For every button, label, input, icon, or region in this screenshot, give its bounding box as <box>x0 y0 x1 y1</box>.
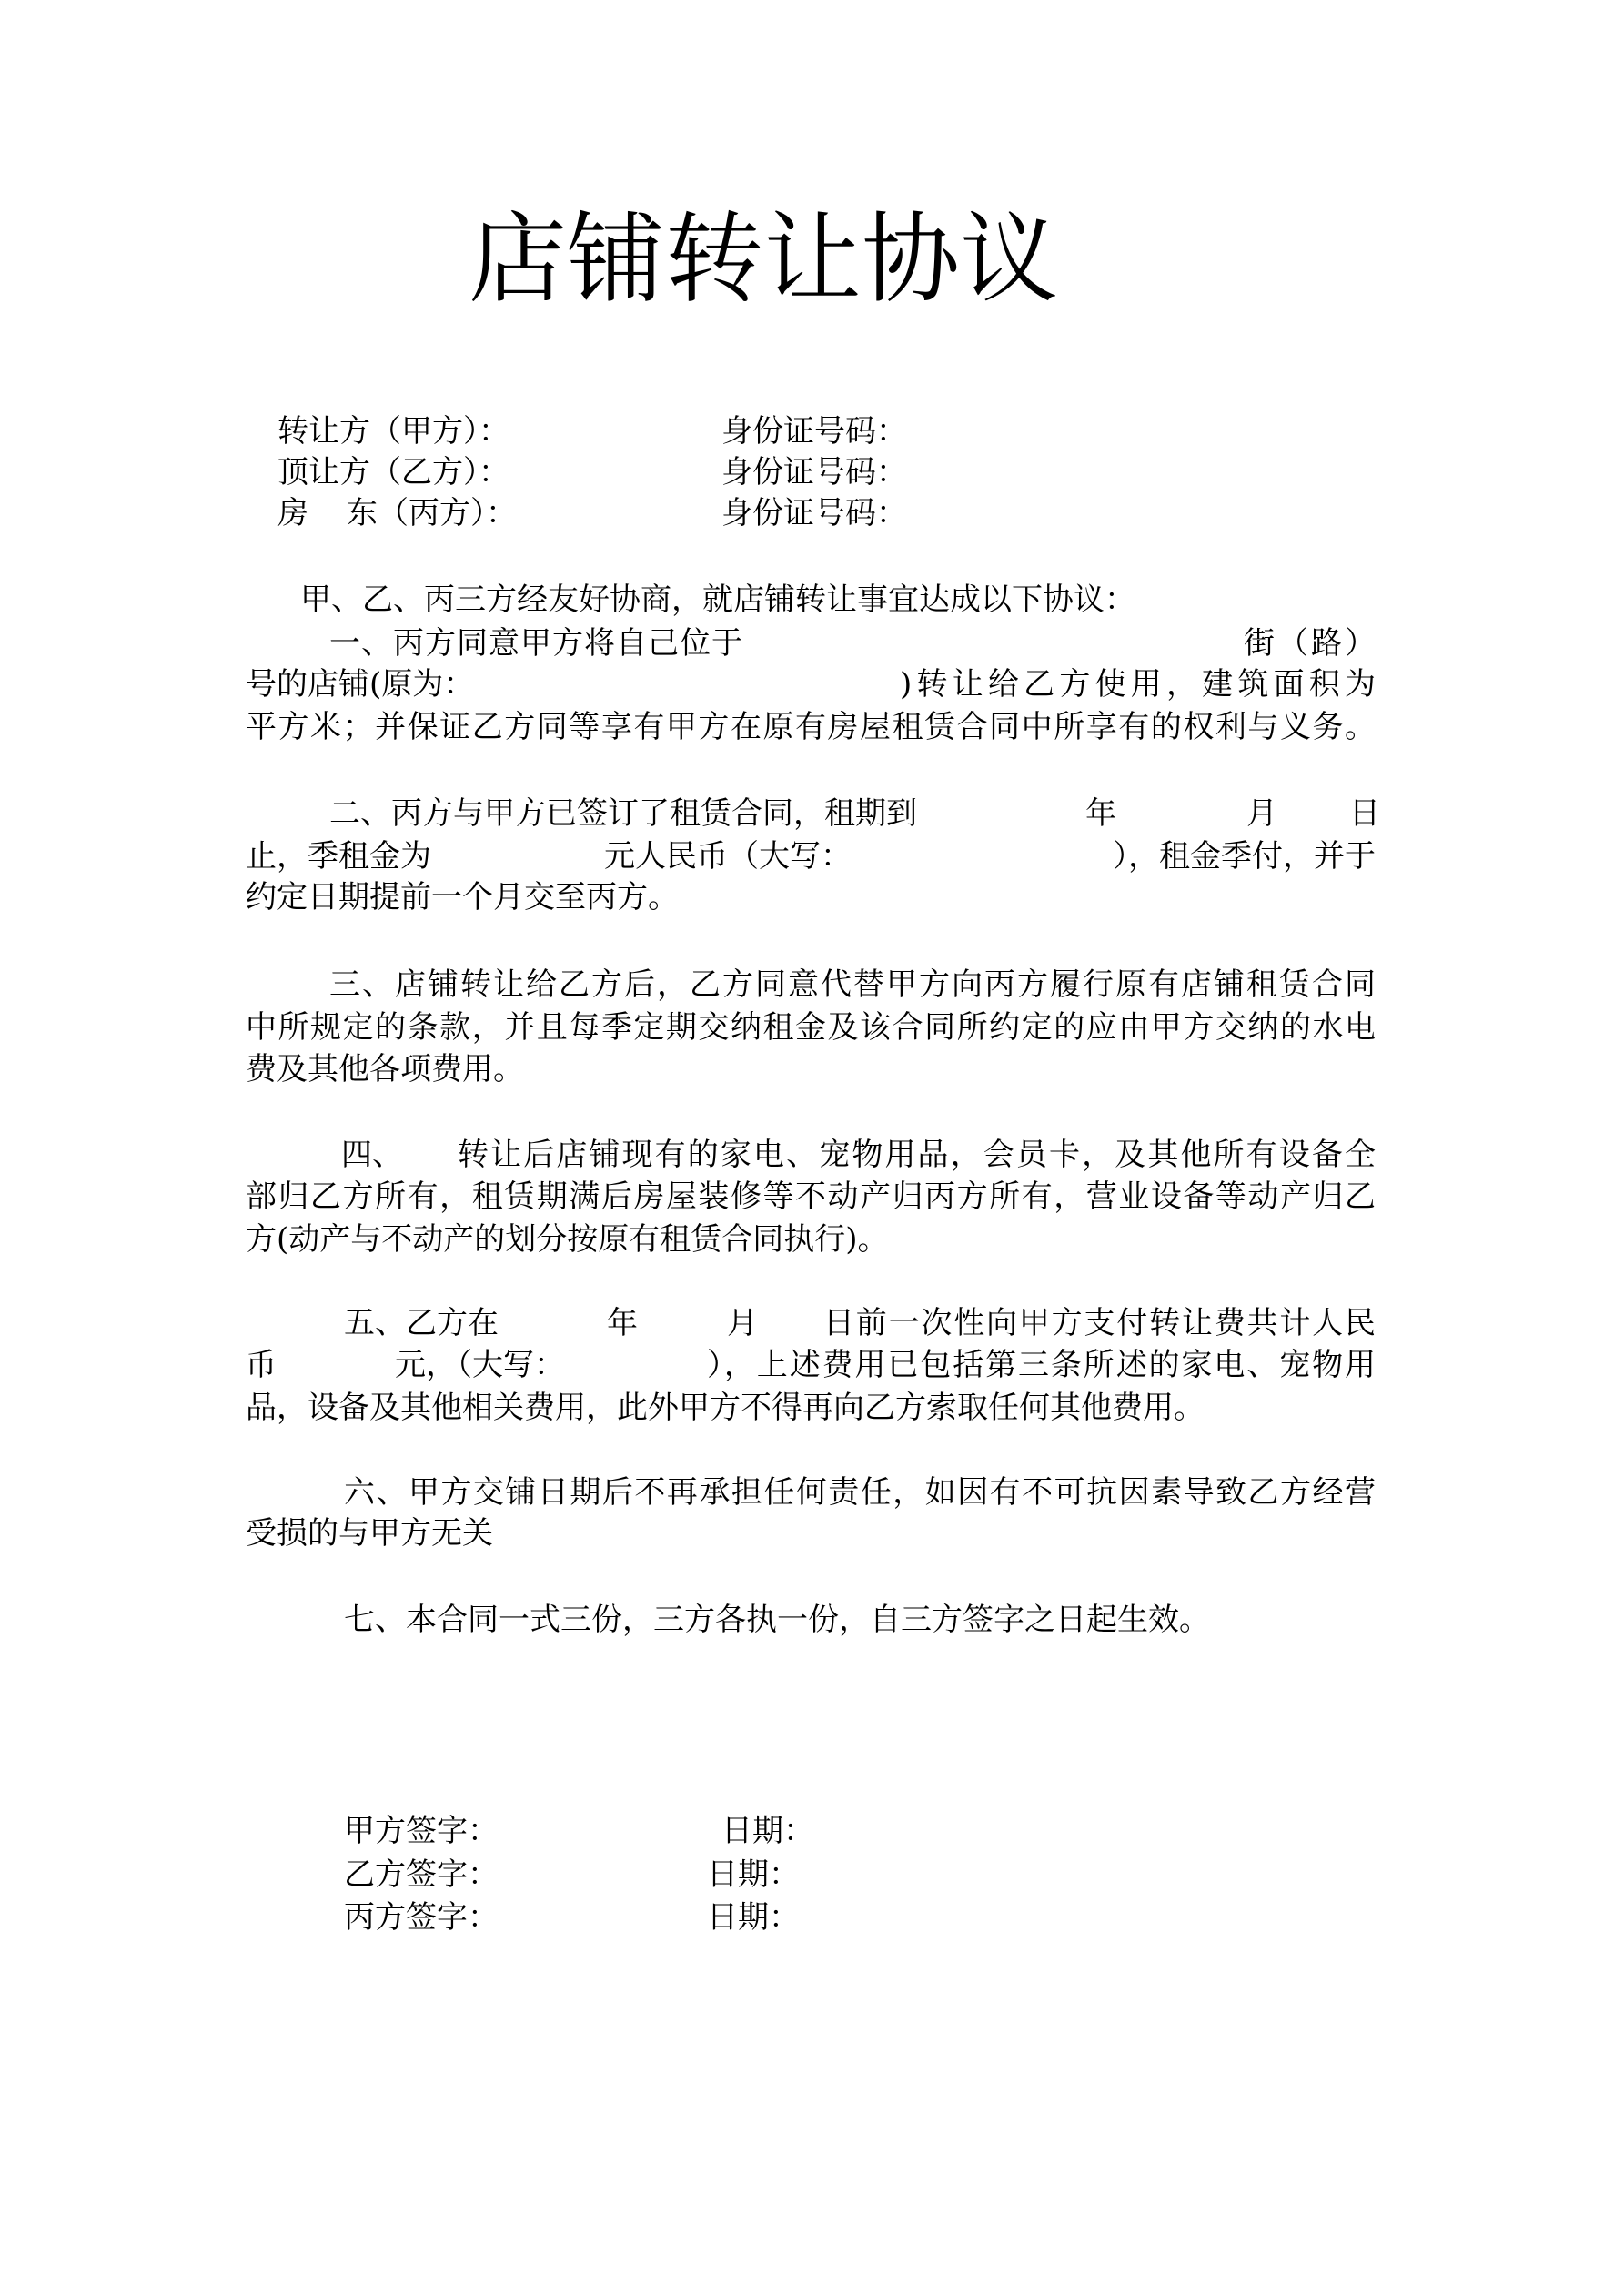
clause-2-line-2-rmb: 元人民币（大写： <box>604 838 852 875</box>
clause-5-line-1-tail: 日前一次性向甲方支付转让费共计人民 <box>823 1305 1376 1341</box>
clause-2-line-1-text: 二、丙方与甲方已签订了租赁合同，租期到 <box>329 795 917 832</box>
clause-2-line-2-text: 止，季租金为 <box>246 838 431 875</box>
clause-5-line-1-text: 五、乙方在 <box>344 1305 499 1341</box>
clause-2-line-3: 约定日期提前一个月交至丙方。 <box>246 879 679 915</box>
clause-5-line-3: 品，设备及其他相关费用，此外甲方不得再向乙方索取任何其他费用。 <box>246 1390 1205 1426</box>
clause-5-line-2-tail: ），上述费用已包括第三条所述的家电、宠物用 <box>707 1347 1376 1383</box>
clause-6-line-2: 受损的与甲方无关 <box>246 1515 493 1552</box>
signature-party-c-date-label: 日期： <box>707 1899 800 1936</box>
clause-5-year-label: 年 <box>607 1305 638 1341</box>
document-title: 店铺转让协议 <box>469 203 1059 317</box>
signature-party-c-label: 丙方签字： <box>344 1899 499 1936</box>
party-c-id-label: 身份证号码： <box>721 495 907 531</box>
party-b-id-label: 身份证号码： <box>721 454 907 491</box>
signature-party-a-date-label: 日期： <box>721 1813 814 1849</box>
clause-1-line-1-street: 街（路） <box>1244 625 1376 662</box>
clause-4-line-3: 方(动产与不动产的划分按原有租赁合同执行)。 <box>246 1221 889 1258</box>
intro-paragraph: 甲、乙、丙三方经友好协商，就店铺转让事宜达成以下协议： <box>300 582 1135 618</box>
clause-5-line-2-currency: 币 <box>246 1347 277 1383</box>
clause-1-line-2-text: 号的店铺(原为： <box>246 666 475 703</box>
clause-4-line-1: 转让后店铺现有的家电、宠物用品，会员卡，及其他所有设备全 <box>458 1137 1376 1173</box>
clause-1-line-2-tail: )转让给乙方使用，建筑面积为 <box>900 666 1376 703</box>
clause-6-line-1: 六、甲方交铺日期后不再承担任何责任，如因有不可抗因素导致乙方经营 <box>344 1474 1376 1511</box>
party-c-label-first: 房 <box>277 495 308 531</box>
party-a-label: 转让方（甲方）： <box>277 413 509 450</box>
clause-4-number: 四、 <box>341 1137 403 1173</box>
clause-2-month-label: 月 <box>1246 795 1277 832</box>
clause-3-line-2: 中所规定的条款，并且每季定期交纳租金及该合同所约定的应由甲方交纳的水电 <box>246 1009 1376 1046</box>
clause-1-line-1-text: 一、丙方同意甲方将自己位于 <box>329 625 743 662</box>
clause-4-line-2: 部归乙方所有，租赁期满后房屋装修等不动产归丙方所有，营业设备等动产归乙 <box>246 1178 1376 1215</box>
clause-1-line-3: 平方米；并保证乙方同等享有甲方在原有房屋租赁合同中所享有的权利与义务。 <box>246 709 1376 745</box>
clause-5-line-2-yuan: 元，（大写： <box>395 1347 565 1383</box>
clause-2-day-label: 日 <box>1349 795 1380 832</box>
clause-2-year-label: 年 <box>1085 795 1116 832</box>
signature-party-b-label: 乙方签字： <box>344 1856 499 1893</box>
clause-5-month-label: 月 <box>727 1305 758 1341</box>
party-c-label-rest: 东（丙方）： <box>347 495 517 531</box>
clause-3-line-3: 费及其他各项费用。 <box>246 1051 524 1087</box>
signature-party-a-label: 甲方签字： <box>344 1813 499 1849</box>
party-b-label: 顶让方（乙方）： <box>277 454 509 491</box>
party-a-id-label: 身份证号码： <box>721 413 907 450</box>
clause-2-line-2-tail: ），租金季付，并于 <box>1113 838 1376 875</box>
clause-3-line-1: 三、店铺转让给乙方后，乙方同意代替甲方向丙方履行原有店铺租赁合同 <box>329 966 1376 1003</box>
signature-party-b-date-label: 日期： <box>707 1856 800 1893</box>
clause-7-line-1: 七、本合同一式三份，三方各执一份，自三方签字之日起生效。 <box>344 1602 1210 1638</box>
